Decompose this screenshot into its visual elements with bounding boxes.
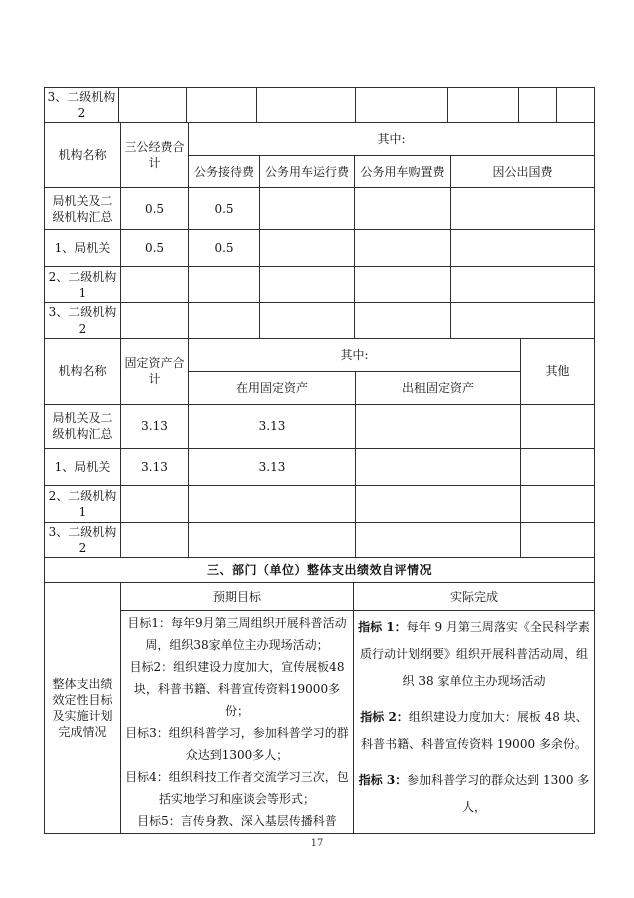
in-use-assets-header: 在用固定资产 [189, 371, 356, 404]
value-cell [355, 230, 451, 267]
value-cell: 0.5 [121, 230, 189, 267]
indicator-text: 每年 9 月第三周落实《全民科学素质行动计划纲要》组织开展科普活动周，组织 38 家单位主办现场活动 [359, 620, 590, 689]
value-cell [260, 188, 355, 230]
page-number: 17 [310, 838, 324, 849]
actual-completion-header: 实际完成 [354, 583, 595, 611]
goal-item: 目标4：组织科技工作者交流学习三次，包括实地学习和座谈会等形式； [125, 770, 349, 807]
table-row [45, 188, 595, 230]
three-public-total-header: 三公经费合计 [121, 123, 189, 188]
org-name-header: 机构名称 [45, 123, 121, 188]
page-content [44, 87, 594, 834]
org-label-cell: 2、二级机构 1 [45, 267, 121, 303]
value-cell [356, 522, 521, 557]
table-header-row [45, 583, 595, 611]
value-cell: 0.5 [121, 188, 189, 230]
empty-cell [448, 88, 519, 123]
section-title: 三、部门（单位）整体支出绩效自评情况 [45, 558, 595, 583]
value-cell: 3.13 [189, 448, 356, 485]
value-cell [521, 448, 595, 485]
indicator-label: 指标 2： [360, 710, 409, 725]
actual-completion-cell [354, 611, 595, 834]
org-label-cell: 1、局机关 [45, 448, 121, 485]
value-cell [355, 267, 451, 303]
value-cell [451, 303, 595, 338]
table-row [45, 230, 595, 267]
fixed-assets-total-header: 固定资产合计 [121, 338, 189, 404]
indicator-label: 指标 3： [358, 773, 408, 788]
table-row [45, 485, 595, 522]
value-cell [355, 188, 451, 230]
table-row [45, 88, 595, 123]
value-cell: 0.5 [189, 188, 260, 230]
org-label-cell: 局机关及二级机构汇总 [45, 404, 121, 448]
org-label-cell: 1、局机关 [45, 230, 121, 267]
table-header-row [45, 123, 595, 156]
value-cell [189, 485, 356, 522]
value-cell [451, 230, 595, 267]
value-cell [189, 522, 356, 557]
indicator-text: 组织建设力度加大：展板 48 块、科普书籍、科普宣传资料 19000 多余份。 [361, 710, 588, 752]
value-cell [189, 303, 260, 338]
expected-goals-cell [121, 611, 354, 834]
goal-item: 目标3：组织科普学习，参加科普学习的群众达到1300多人； [125, 726, 349, 763]
empty-cell [356, 88, 448, 123]
org-label-cell: 3、二级机构 2 [45, 522, 121, 557]
goal-item: 目标2：组织建设力度加大，宣传展板48块，科普书籍、科普宣传资料19000多份； [129, 660, 345, 719]
value-cell [356, 448, 521, 485]
among-which-header: 其中: [189, 123, 595, 156]
reception-fee-header: 公务接待费 [189, 156, 260, 188]
value-cell [355, 303, 451, 338]
fixed-assets-table [44, 338, 595, 558]
empty-cell [187, 88, 257, 123]
table-header-row [45, 338, 595, 371]
value-cell: 0.5 [189, 230, 260, 267]
org-name-header: 机构名称 [45, 338, 121, 404]
value-cell: 3.13 [121, 404, 189, 448]
org-label-cell: 3、二级机构 2 [45, 88, 119, 123]
goal-item: 目标5：言传身教、深入基层传播科普 [137, 814, 337, 829]
org-label-cell: 2、二级机构 1 [45, 485, 121, 522]
value-cell [521, 404, 595, 448]
table-row [45, 522, 595, 557]
value-cell [121, 303, 189, 338]
vehicle-operation-fee-header: 公务用车运行费 [260, 156, 355, 188]
org-label-cell: 3、二级机构 2 [45, 303, 121, 338]
table-row [45, 303, 595, 338]
carryover-table [44, 87, 595, 123]
value-cell [451, 188, 595, 230]
value-cell [356, 485, 521, 522]
indicator-text: 参加科普学习的群众达到 1300 多人， [407, 773, 590, 815]
abroad-fee-header: 因公出国费 [451, 156, 595, 188]
other-header: 其他 [521, 338, 595, 404]
rented-assets-header: 出租固定资产 [356, 371, 521, 404]
table-row [45, 404, 595, 448]
indicator-item [356, 614, 592, 695]
table-row [45, 611, 595, 834]
vehicle-purchase-fee-header: 公务用车购置费 [355, 156, 451, 188]
value-cell: 3.13 [189, 404, 356, 448]
org-label-cell: 局机关及二级机构汇总 [45, 188, 121, 230]
expected-goals-header: 预期目标 [121, 583, 354, 611]
value-cell [260, 303, 355, 338]
indicator-label: 指标 1： [358, 620, 407, 635]
three-public-expenses-table [44, 122, 595, 338]
section-title-row [45, 558, 595, 583]
indicator-item [356, 767, 592, 821]
table-row [45, 267, 595, 303]
value-cell [189, 267, 260, 303]
empty-cell [519, 88, 557, 123]
empty-cell [557, 88, 595, 123]
value-cell [260, 267, 355, 303]
value-cell [451, 267, 595, 303]
indicator-item [356, 704, 592, 758]
value-cell [121, 267, 189, 303]
value-cell [260, 230, 355, 267]
value-cell [521, 485, 595, 522]
value-cell [521, 522, 595, 557]
goal-item: 目标1：每年9月第三周组织开展科普活动周，组织38家单位主办现场活动； [127, 616, 347, 653]
performance-self-evaluation-table [44, 557, 595, 834]
value-cell [356, 404, 521, 448]
value-cell: 3.13 [121, 448, 189, 485]
value-cell [121, 485, 189, 522]
among-which-header: 其中: [189, 338, 521, 371]
empty-cell [257, 88, 356, 123]
empty-cell [119, 88, 187, 123]
value-cell [121, 522, 189, 557]
table-row [45, 448, 595, 485]
qualitative-goals-row-label: 整体支出绩效定性目标及实施计划完成情况 [45, 583, 121, 834]
